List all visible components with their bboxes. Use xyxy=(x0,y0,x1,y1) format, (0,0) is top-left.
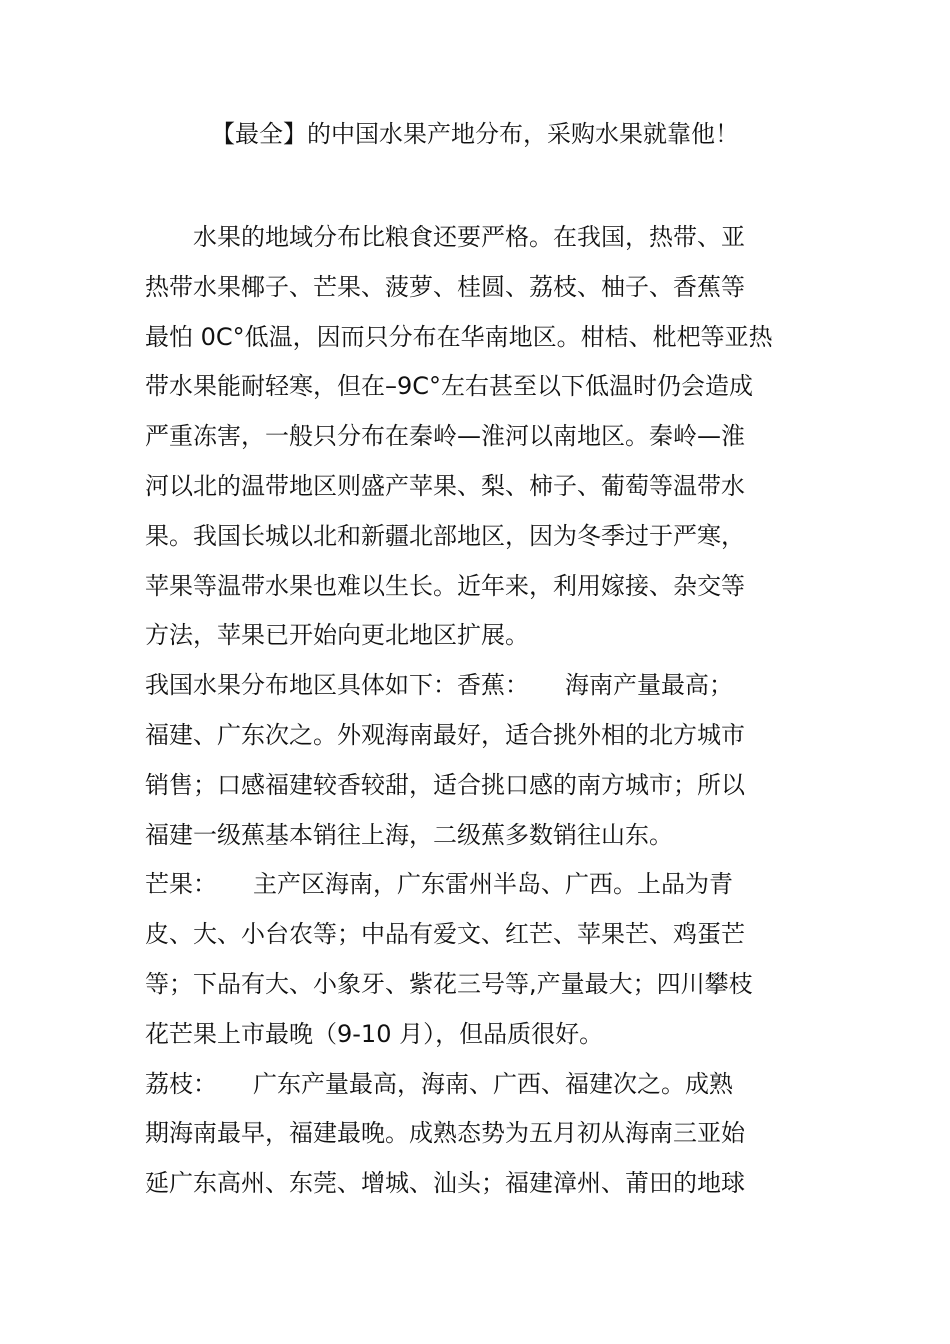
text-line: 最怕 0C°低温，因而只分布在华南地区。柑桔、枇杷等亚热 xyxy=(145,322,773,351)
text-line: 花芒果上市最晚（9-10 月），但品质很好。 xyxy=(145,1019,604,1048)
text-line: 福建一级蕉基本销往上海，二级蕉多数销往山东。 xyxy=(145,820,673,849)
document-title: 【最全】的中国水果产地分布，采购水果就靠他！ xyxy=(211,120,739,148)
text-line: 销售；口感福建较香较甜，适合挑口感的南方城市；所以 xyxy=(145,770,745,799)
text-line: 水果的地域分布比粮食还要严格。在我国，热带、亚 xyxy=(145,223,745,251)
text-line: 我国水果分布地区具体如下：香蕉： 海南产量最高； xyxy=(145,671,733,700)
text-line: 等；下品有大、小象牙、紫花三号等,产量最大；四川攀枝 xyxy=(145,969,753,998)
text-line: 河以北的温带地区则盛产苹果、梨、柿子、葡萄等温带水 xyxy=(145,471,745,500)
text-line: 严重冻害，一般只分布在秦岭—淮河以南地区。秦岭—淮 xyxy=(145,422,745,451)
text-line: 苹果等温带水果也难以生长。近年来，利用嫁接、杂交等 xyxy=(145,571,745,600)
text-line: 福建、广东次之。外观海南最好，适合挑外相的北方城市 xyxy=(145,720,745,749)
text-line: 皮、大、小台农等；中品有爱文、红芒、苹果芒、鸡蛋芒 xyxy=(145,920,745,949)
text-line: 热带水果椰子、芒果、菠萝、桂圆、荔枝、柚子、香蕉等 xyxy=(145,272,745,301)
text-line: 带水果能耐轻寒，但在–9C°左右甚至以下低温时仍会造成 xyxy=(145,372,754,401)
text-line: 方法，苹果已开始向更北地区扩展。 xyxy=(145,621,529,650)
text-line: 荔枝： 广东产量最高，海南、广西、福建次之。成熟 xyxy=(145,1069,733,1098)
text-line: 果。我国长城以北和新疆北部地区，因为冬季过于严寒， xyxy=(145,521,745,550)
document-body xyxy=(145,213,815,1209)
text-line: 延广东高州、东莞、增城、汕头；福建漳州、莆田的地球 xyxy=(145,1169,745,1198)
text-line: 期海南最早，福建最晚。成熟态势为五月初从海南三亚始 xyxy=(145,1119,745,1148)
text-line: 芒果： 主产区海南，广东雷州半岛、广西。上品为青 xyxy=(145,870,733,899)
